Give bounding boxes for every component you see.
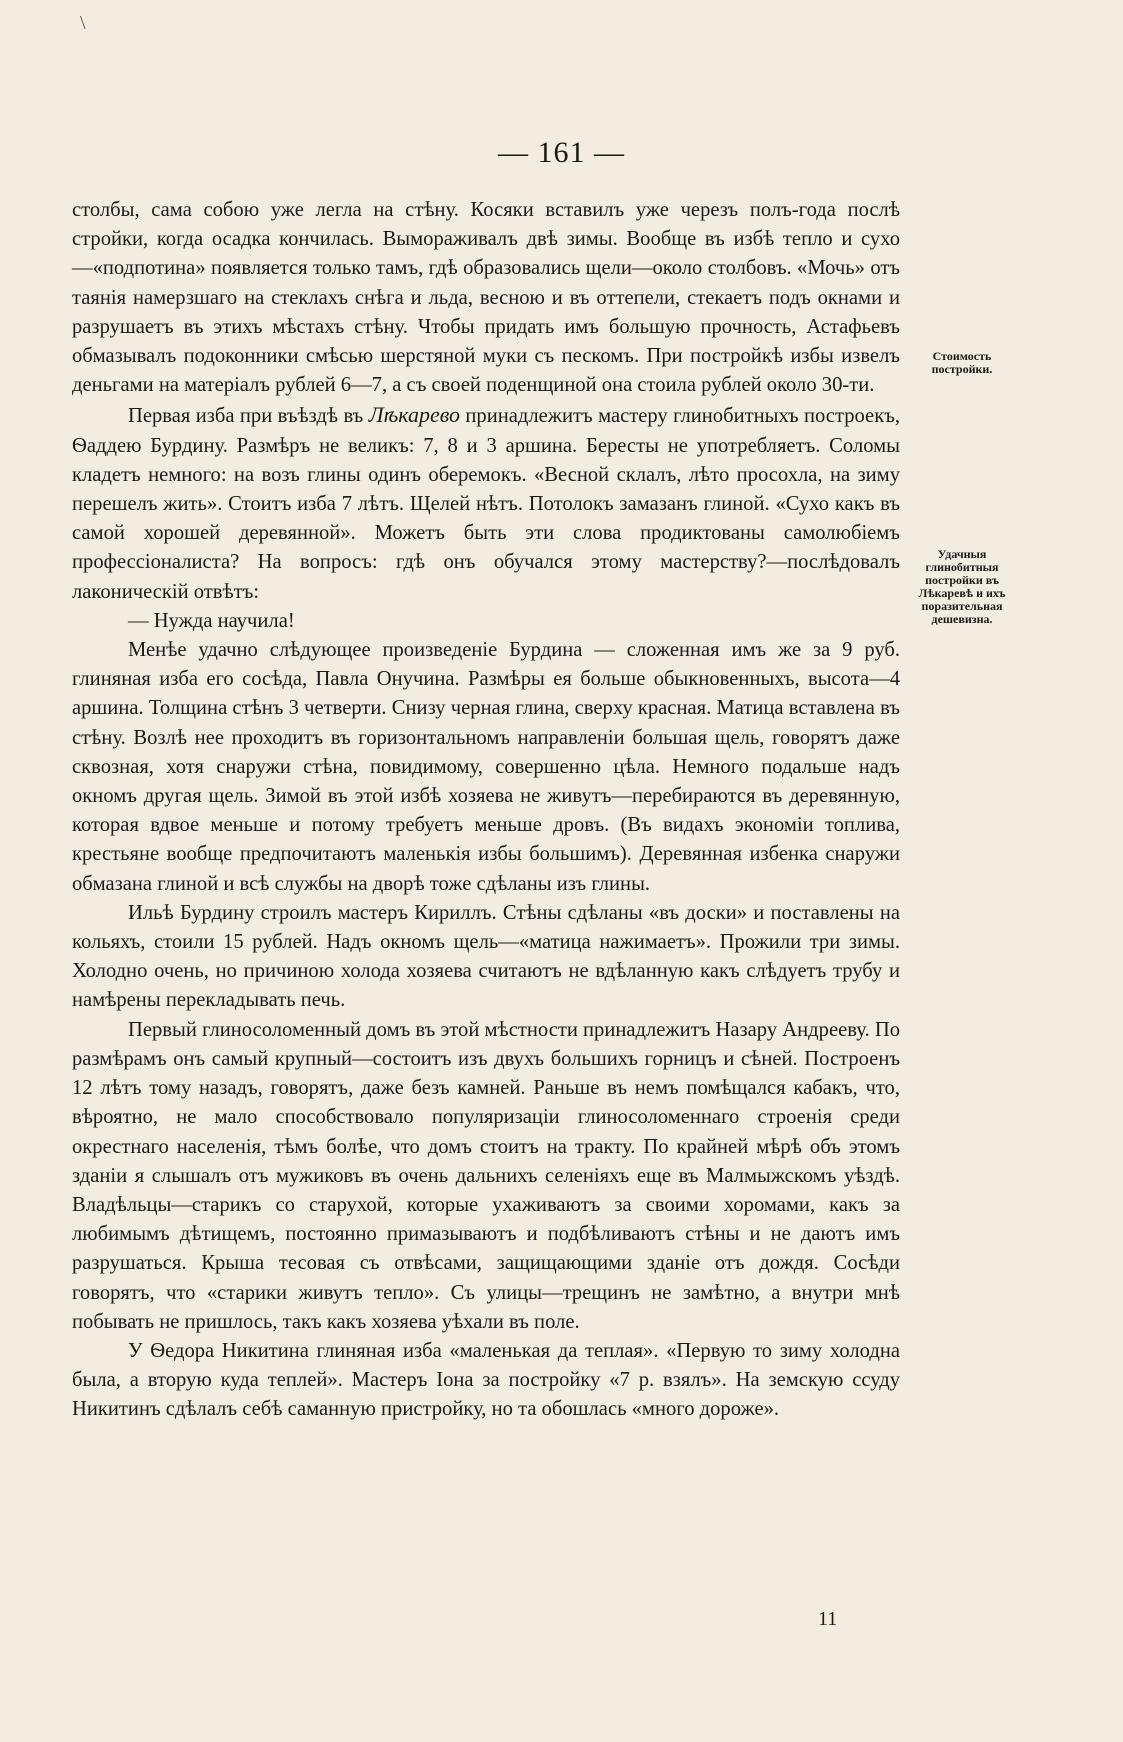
paragraph-3: — Нужда научила! bbox=[128, 609, 295, 632]
place-name-lekarevo: Лѣкарево bbox=[368, 402, 461, 428]
signature-mark: 11 bbox=[818, 1608, 838, 1630]
paragraph-7: У Ѳедора Никитина глиняная изба «маленькая да теплая». «Первую то зиму холодна была, а вторую куда теплей». Мастеръ Іона за постройку «7 р. взялъ». На земскую ссуду Никитинъ сдѣлалъ себѣ саманную пристройку, но та обошлась «много дороже». bbox=[72, 1339, 900, 1421]
paragraph-2-rest: принадлежитъ мастеру глинобитныхъ построекъ, Ѳаддею Бурдину. Размѣръ не великъ: 7, 8 и 3 аршина. Бересты не употребляетъ. Соломы кладетъ немного: на возъ глины одинъ оберемокъ. «Весной склалъ, лѣто просохла, на зиму перешелъ жить». Стоитъ изба 7 лѣтъ. Щелей нѣтъ. Потолокъ замазанъ глиной. «Сухо какъ въ самой хорошей деревянной». Можетъ быть эти слова продиктованы самолюбіемъ профессіоналиста? На вопросъ: гдѣ онъ обучался этому мастерству?—послѣдовалъ лаконическій отвѣтъ: bbox=[72, 405, 900, 603]
body-text bbox=[72, 196, 900, 1425]
paragraph-2-start: Первая изба при въѣздѣ въ bbox=[128, 405, 369, 428]
page-number: — 161 — bbox=[498, 136, 625, 169]
margin-note-lekarevo: Удачныя глинобитныя постройки въ Лѣкаревѣ и ихъ поразительная дешевизна. bbox=[918, 547, 1006, 626]
corner-mark: \ bbox=[80, 12, 86, 34]
paragraph-6: Первый глиносоломенный домъ въ этой мѣстности принадлежитъ Назару Андрееву. По размѣрамъ онъ самый крупный—состоитъ изъ двухъ большихъ горницъ и сѣней. Построенъ 12 лѣтъ тому назадъ, говорятъ, даже безъ камней. Раньше въ немъ помѣщался кабакъ, что, вѣроятно, не мало способствовало популяризаціи глиносоломеннаго строенія среди окрестнаго населенія, тѣмъ болѣе, что домъ стоитъ на тракту. По крайней мѣрѣ объ этомъ зданіи я слышалъ отъ мужиковъ въ очень дальнихъ селеніяхъ еще въ Малмыжскомъ уѣздѣ. Владѣльцы—старикъ со старухой, которые ухаживаютъ за своими хоромами, какъ за любимымъ дѣтищемъ, постоянно примазываютъ и подбѣливаютъ стѣны и не даютъ имъ разрушаться. Крыша тесовая съ отвѣсами, защищающими зданіе отъ дождя. Сосѣди говорятъ, что «старики живутъ тепло». Съ улицы—трещинъ не замѣтно, а внутри мнѣ побывать не пришлось, такъ какъ хозяева уѣхали въ поле. bbox=[72, 1018, 900, 1333]
paragraph-4: Менѣе удачно слѣдующее произведеніе Бурдина — сложенная имъ же за 9 руб. глиняная изба его сосѣда, Павла Онучина. Размѣры ея больше обыкновенныхъ, высота—4 аршина. Толщина стѣнъ 3 четверти. Снизу черная глина, сверху красная. Матица вставлена въ стѣну. Возлѣ нее проходитъ въ горизонтальномъ направленіи большая щель, говорятъ даже сквозная, хотя снаружи стѣна, повидимому, совершенно цѣла. Немного подальше надъ окномъ другая щель. Зимой въ этой избѣ хозяева не живутъ—перебираются въ деревянную, которая вдвое меньше и потому требуетъ меньше дровъ. (Въ видахъ экономіи топлива, крестьяне вообще предпочитаютъ маленькія избы большимъ). Деревянная избенка снаружи обмазана глиной и всѣ службы на дворѣ тоже сдѣланы изъ глины. bbox=[72, 639, 900, 895]
margin-note-cost: Стоимость постройки. bbox=[931, 349, 993, 376]
paragraph-1: столбы, сама собою уже легла на стѣну. Косяки вставилъ уже черезъ полъ-года послѣ стройки, когда осадка кончилась. Вымораживалъ двѣ зимы. Вообще въ избѣ тепло и сухо—«подпотина» появляется только тамъ, гдѣ образовались щели—около столбовъ. «Мочь» отъ таянія намерзшаго на стеклахъ снѣга и льда, весною и въ оттепели, стекаетъ подъ окнами и разрушаетъ въ этихъ мѣстахъ стѣну. Чтобы придать имъ большую прочность, Астафьевъ обмазывалъ подоконники смѣсью шерстяной муки съ пескомъ. При постройкѣ избы извелъ деньгами на матеріалъ рублей 6—7, а съ своей поденщиной она стоила рублей около 30-ти. bbox=[72, 199, 900, 397]
paragraph-2 bbox=[72, 400, 900, 606]
paragraph-5: Ильѣ Бурдину строилъ мастеръ Кириллъ. Стѣны сдѣланы «въ доски» и поставлены на кольяхъ, стоили 15 рублей. Надъ окномъ щель—«матица нажимаетъ». Прожили три зимы. Холодно очень, но причиною холода хозяева считаютъ не вдѣланную какъ слѣдуетъ трубу и намѣрены перекладывать печь. bbox=[72, 901, 900, 1012]
